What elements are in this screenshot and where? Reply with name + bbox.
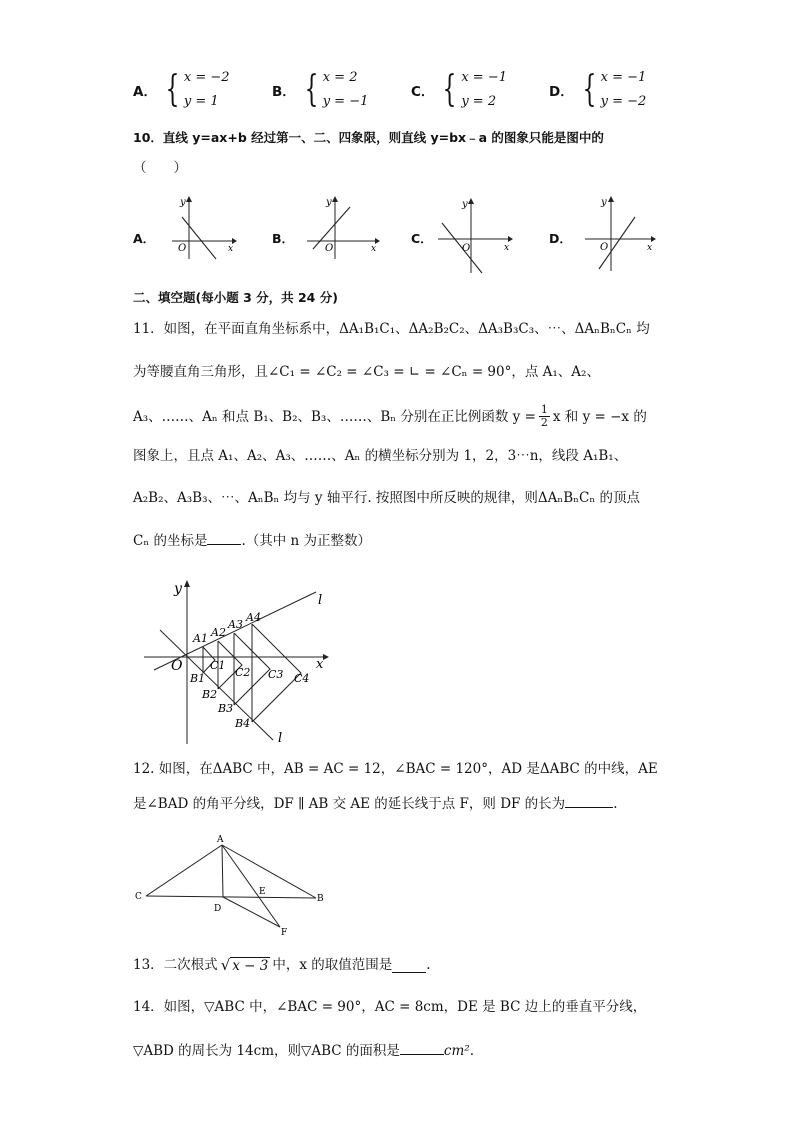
- unit: cm²: [443, 1043, 470, 1059]
- q10-graph-c: [436, 195, 516, 275]
- q12-line1: 12. 如图，在ΔABC 中，AB = AC = 12，∠BAC = 120°，AD 是ΔABC 的中线，AE: [133, 761, 658, 777]
- q11-line4: 图象上，且点 A₁、A₂、A₃、……、Aₙ 的横坐标分别为 1，2，3⋯n，线段 A₁B₁、: [133, 448, 628, 464]
- point-label: B1: [190, 672, 206, 685]
- option-label: D．: [549, 84, 574, 100]
- q11-line2: 为等腰直角三角形，且∠C₁ = ∠C₂ = ∠C₃ = ∟ = ∠Cₙ = 90°，点 A₁、A₂、: [133, 364, 600, 380]
- equation: y = 2: [461, 94, 497, 109]
- fraction-numerator: 1: [540, 403, 548, 416]
- fraction: [539, 404, 550, 429]
- axis-y-label: y: [601, 197, 607, 208]
- point-label: B3: [218, 702, 234, 715]
- radicand: x − 3: [232, 957, 269, 974]
- point-label: A1: [193, 632, 208, 645]
- point-label: A2: [211, 626, 226, 639]
- origin-label: O: [171, 658, 183, 674]
- point-label: F: [281, 928, 288, 938]
- option-label: B．: [272, 84, 296, 100]
- section-title: 二、填空题(每小题 3 分，共 24 分): [133, 290, 338, 305]
- q9-option-b: [272, 66, 368, 114]
- q13-pre: 13．二次根式: [133, 957, 218, 973]
- axis-x-label: x: [316, 657, 324, 672]
- point-label: B2: [202, 688, 218, 701]
- option-label: A．: [133, 84, 157, 100]
- option-label: C．: [411, 84, 435, 100]
- equation: x = −1: [461, 70, 507, 85]
- q10-graph-d: [583, 193, 661, 273]
- q12-line2-part-a: 是∠BAD 的角平分线，DF ∥ AB 交 AE 的延长线于点 F，则 DF 的长为: [133, 796, 566, 812]
- q14-line2: [133, 1040, 474, 1061]
- q11-line3: [133, 404, 647, 429]
- point-label: C: [135, 892, 142, 902]
- q9-option-c: [411, 66, 507, 114]
- point-label: B: [317, 894, 324, 904]
- axis-y-label: y: [180, 197, 186, 208]
- q12-line2-part-b: .: [613, 796, 618, 812]
- q10-option-d-label: D．: [549, 231, 572, 246]
- axis-x-label: x: [647, 243, 653, 253]
- q10-graph-b: [305, 195, 383, 260]
- q13-post: 中，x 的取值范围是: [272, 957, 393, 973]
- q10-option-c-label: C．: [411, 231, 433, 246]
- q10-option-a-label: A．: [133, 231, 156, 246]
- line-l-label: l: [318, 593, 323, 608]
- axis-y-label: y: [174, 581, 182, 597]
- point-label: D: [214, 904, 222, 914]
- equation: x = −2: [183, 70, 230, 85]
- q14-line2-part-a: ▽ABD 的周长为 14cm，则▽ABC 的面积是: [133, 1043, 400, 1059]
- brace-icon: {: [582, 69, 597, 110]
- answer-blank: [565, 793, 613, 808]
- brace-icon: {: [165, 69, 180, 110]
- q9-option-d: [549, 66, 646, 114]
- point-label: C3: [268, 668, 284, 681]
- q11-line3-part-a: A₃、……、Aₙ 和点 B₁、B₂、B₃、……、Bₙ 分别在正比例函数 y =: [133, 408, 536, 425]
- point-label: A4: [246, 611, 261, 624]
- q11-line5: A₂B₂、A₃B₃、⋯、AₙBₙ 均与 y 轴平行. 按照图中所反映的规律，则ΔAₙBₙCₙ 的顶点: [133, 490, 640, 506]
- origin-label: O: [600, 242, 609, 253]
- origin-label: O: [178, 243, 187, 254]
- brace-icon: {: [443, 69, 457, 110]
- q11-line3-part-b: x 和 y = −x 的: [552, 408, 647, 425]
- origin-label: O: [462, 243, 471, 254]
- q10-option-b-label: B．: [272, 231, 295, 246]
- point-label: E: [259, 887, 266, 897]
- axis-x-label: x: [228, 244, 234, 254]
- answer-blank: [207, 530, 241, 545]
- q11-line6: [133, 530, 371, 551]
- q13-line: [133, 955, 431, 975]
- brace-icon: {: [304, 69, 319, 110]
- q11-line6-part-b: .（其中 n 为正整数）: [241, 533, 372, 549]
- equation: y = 1: [183, 94, 219, 109]
- q14-line2-end: .: [469, 1043, 474, 1059]
- sqrt-icon: √: [220, 956, 231, 974]
- axis-y-label: y: [326, 197, 332, 208]
- point-label: A: [217, 835, 224, 845]
- equation: x = −1: [600, 70, 647, 85]
- q10-graph-a: [170, 195, 240, 260]
- axis-y-label: y: [462, 199, 468, 210]
- q11-line6-part-a: Cₙ 的坐标是: [133, 533, 208, 549]
- line-l-label: l: [278, 731, 283, 746]
- point-label: A3: [228, 618, 243, 631]
- axis-x-label: x: [504, 243, 510, 253]
- answer-blank: [400, 1040, 444, 1055]
- answer-blank: [392, 958, 426, 973]
- origin-label: O: [325, 243, 334, 254]
- equation: x = 2: [322, 70, 358, 85]
- point-label: C2: [235, 666, 251, 679]
- q14-line1: 14．如图，▽ABC 中，∠BAC = 90°，AC = 8cm，DE 是 BC 边上的垂直平分线，: [133, 999, 647, 1015]
- q10-paren: （ ）: [133, 160, 187, 176]
- equation: y = −2: [600, 94, 647, 109]
- equation: y = −1: [322, 94, 369, 109]
- q9-option-a: [133, 66, 230, 114]
- axis-x-label: x: [371, 244, 377, 254]
- point-label: C4: [294, 672, 310, 685]
- fraction-denominator: 2: [540, 416, 548, 429]
- point-label: B4: [235, 717, 251, 730]
- q12-line2: [133, 793, 617, 814]
- q11-line1: 11．如图，在平面直角坐标系中，ΔA₁B₁C₁、ΔA₂B₂C₂、ΔA₃B₃C₃、⋯、ΔAₙBₙCₙ 均: [133, 321, 650, 337]
- q13-end: .: [426, 957, 431, 973]
- q10-stem: 10．直线 y=ax+b 经过第一、二、四象限，则直线 y=bx﹣a 的图象只能是图中的: [133, 130, 604, 145]
- q11-figure: [140, 576, 340, 748]
- q12-figure: [130, 830, 330, 940]
- point-label: C1: [210, 659, 226, 672]
